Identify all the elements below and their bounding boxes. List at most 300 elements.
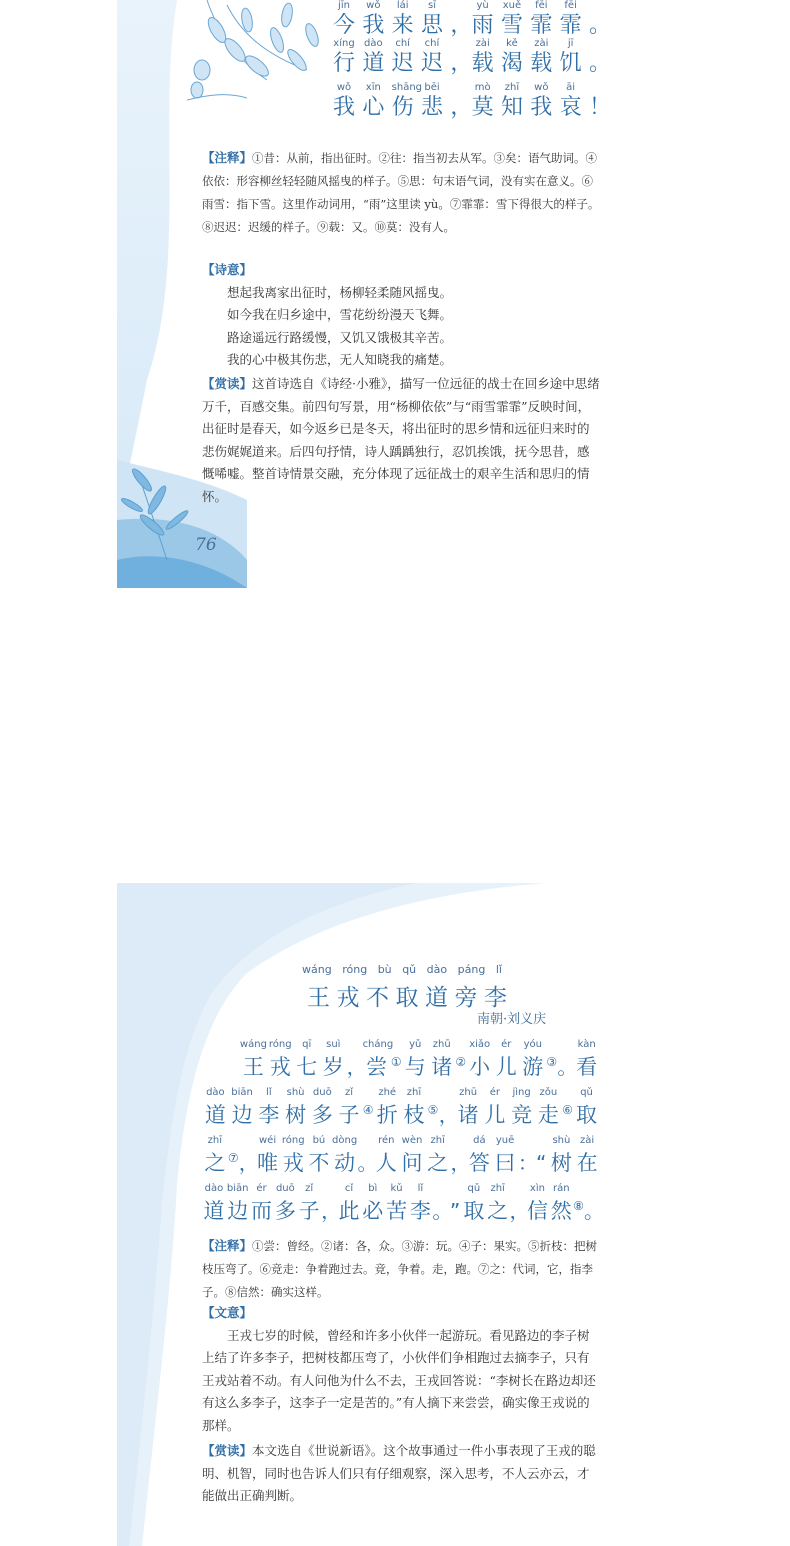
pinyin-syllable [228, 1134, 239, 1148]
punctuation-glyph: ⑥ [562, 1103, 573, 1117]
pinyin-syllable [546, 1038, 557, 1052]
hanzi-glyph: 曰 [494, 1151, 516, 1175]
prose-character [361, 1182, 385, 1230]
prose-character [455, 1086, 482, 1134]
pinyin-syllable [455, 1038, 466, 1052]
title-character: 取 [395, 985, 419, 1011]
prose-character [337, 1182, 361, 1230]
pinyin-syllable: bì [368, 1183, 378, 1194]
punctuation: 。 [588, 13, 611, 38]
hanzi-glyph: 小 [469, 1055, 491, 1079]
prose-punctuation [438, 1086, 459, 1134]
pinyin-syllable: róng [281, 1135, 305, 1146]
prose-character [428, 1038, 455, 1086]
prose-character [462, 1182, 486, 1230]
poem-character: 迟 [420, 51, 443, 76]
pinyin-syllable: zhū [459, 1087, 478, 1098]
pinyin-syllable: zǐ [345, 1087, 354, 1098]
hanzi-glyph: 道 [203, 1199, 225, 1223]
prose-character [535, 1086, 562, 1134]
pinyin-syllable: shāng [391, 82, 423, 93]
title-pinyin-syllable: qǔ [402, 963, 417, 976]
pinyin-syllable [451, 1134, 467, 1148]
punctuation-glyph: ④ [362, 1103, 374, 1117]
pinyin-syllable [573, 1182, 584, 1196]
pinyin-syllable: yuē [495, 1135, 515, 1146]
hanzi-glyph: 岁 [322, 1055, 344, 1079]
notes-section [202, 146, 600, 239]
pinyin-syllable: xíng [333, 38, 355, 49]
hanzi-glyph: 信 [526, 1199, 548, 1223]
pinyin-syllable [448, 1182, 462, 1196]
title-character: 不 [366, 985, 389, 1011]
poem-line-3 [333, 82, 611, 122]
pinyin-syllable [518, 1134, 534, 1148]
pinyin-syllable: kǔ [390, 1183, 403, 1194]
punctuation-glyph: ： [517, 1151, 538, 1175]
poem-character: 载 [530, 51, 553, 76]
prose-line [202, 1182, 604, 1230]
hanzi-glyph: 枝 [403, 1103, 425, 1127]
title-pinyin-syllable: dào [426, 963, 448, 976]
hanzi-glyph: 之 [427, 1151, 449, 1175]
prose-character [306, 1134, 332, 1182]
pinyin-syllable: wáng [239, 1039, 267, 1050]
poem-character: 道 [362, 51, 385, 76]
pinyin-syllable: dòng [332, 1135, 358, 1146]
pinyin-syllable: mò [474, 82, 491, 93]
hanzi-glyph: 诸 [431, 1055, 453, 1079]
punctuation: ， [450, 13, 473, 38]
pinyin-syllable: zhī [406, 1087, 422, 1098]
punctuation-glyph: ， [238, 1151, 259, 1175]
meaning-section [202, 259, 600, 372]
meaning-line: 路途遥远行路缓慢，又饥又饿极其辛苦。 [227, 329, 453, 345]
poem-character: 哀 [559, 95, 582, 120]
prose-character [492, 1134, 518, 1182]
hanzi-glyph: 唯 [257, 1151, 279, 1175]
prose-punctuation [534, 1134, 549, 1182]
poem-character: 思 [420, 13, 443, 38]
punctuation: ！ [588, 95, 611, 120]
prose-character [493, 1038, 520, 1086]
poem-line-1 [333, 0, 611, 40]
hanzi-glyph: 子 [298, 1199, 320, 1223]
pinyin-syllable: jīn [338, 0, 350, 11]
pinyin-syllable: zài [475, 38, 490, 49]
prose-character [508, 1086, 535, 1134]
punctuation-glyph: ⑦ [227, 1151, 239, 1165]
book-page-76 [117, 0, 611, 588]
punctuation-glyph: 。 [583, 1199, 604, 1223]
willow-branch-illustration [187, 0, 321, 100]
prose-character [409, 1182, 433, 1230]
hanzi-glyph: 道 [204, 1103, 226, 1127]
pinyin-syllable [347, 1038, 363, 1052]
prose-character [574, 1134, 600, 1182]
hanzi-glyph: 七 [296, 1055, 318, 1079]
prose-character [374, 1086, 401, 1134]
prose-character [385, 1182, 409, 1230]
notes-text: ①昔：从前，指出征时。②往：指当初去从军。③矣：语气助词。④依依：形容柳丝轻轻随风摇曳的样子。⑤思：句末语气词，没有实在意义。⑥雨雪：指下雪。这里作动词用，“雨”这里读 yù。⑦霏霏：雪下得很大的样子。⑧迟迟：迟缓的样子。⑨载：又。⑩莫：没有人。 [202, 151, 600, 234]
title-character: 李 [484, 985, 507, 1011]
punctuation-glyph: ② [455, 1055, 467, 1069]
pinyin-syllable [391, 1038, 402, 1052]
hanzi-glyph: 李 [409, 1199, 431, 1223]
poem-character: 悲 [420, 95, 443, 120]
hanzi-glyph: 必 [362, 1199, 384, 1223]
punctuation-glyph: ， [450, 1151, 471, 1175]
poem-character: 知 [500, 95, 523, 120]
pinyin-syllable [589, 82, 603, 94]
notes-tag: 【注释】 [202, 1238, 253, 1253]
poem-character: 载 [471, 51, 494, 76]
pinyin-syllable [450, 38, 464, 50]
hanzi-glyph: 儿 [495, 1055, 517, 1079]
prose-punctuation [562, 1086, 573, 1134]
appreciation-section [202, 1440, 600, 1508]
prose-punctuation [432, 1182, 453, 1230]
meaning-tag: 【诗意】 [202, 262, 253, 277]
hanzi-glyph: 人 [375, 1151, 397, 1175]
prose-character [332, 1134, 358, 1182]
prose-character [573, 1038, 600, 1086]
pinyin-syllable [239, 1134, 255, 1148]
pinyin-syllable: lǐ [417, 1183, 424, 1194]
prose-character [336, 1086, 363, 1134]
title-pinyin [302, 963, 502, 976]
page-number: 76 [195, 535, 217, 555]
punctuation-glyph: ， [438, 1103, 459, 1127]
punctuation: 。 [588, 51, 611, 76]
meaning-line: 我的心中极其伤悲，无人知晓我的痛楚。 [227, 352, 453, 367]
hanzi-glyph: 树 [550, 1151, 572, 1175]
prose-character [309, 1086, 336, 1134]
pinyin-syllable: wǒ [336, 82, 352, 93]
prose-character [255, 1134, 281, 1182]
pinyin-syllable: rén [378, 1135, 395, 1146]
prose-punctuation [583, 1182, 604, 1230]
pinyin-syllable: duō [275, 1183, 295, 1194]
pinyin-syllable: wéi [258, 1135, 277, 1146]
meaning-line: 如今我在归乡途中，雪花纷纷漫天飞舞。 [227, 307, 453, 322]
pinyin-syllable: dào [204, 1183, 224, 1194]
poem-character: 雨 [471, 13, 494, 38]
pinyin-syllable: bēi [424, 82, 440, 93]
prose-character [202, 1134, 228, 1182]
prose-character [482, 1086, 509, 1134]
pinyin-syllable: kě [506, 38, 518, 49]
hanzi-glyph: 动 [334, 1151, 356, 1175]
prose-character [267, 1038, 294, 1086]
hanzi-glyph: 边 [227, 1199, 249, 1223]
pinyin-syllable [439, 1086, 455, 1100]
author: 南朝·刘义庆 [477, 1012, 547, 1027]
pinyin-syllable: qǔ [580, 1087, 593, 1098]
prose-character [282, 1086, 309, 1134]
hanzi-glyph: 边 [231, 1103, 253, 1127]
pinyin-syllable: zǐ [305, 1183, 314, 1194]
notes-text: ①尝：曾经。②诸：各，众。③游：玩。④子：果实。⑤折枝：把树枝压弯了。⑥竞走：争着跑过去。竞，争着。走，跑。⑦之：代词，它，指李子。⑧信然：确实这样。 [202, 1239, 598, 1299]
prose-character [226, 1182, 250, 1230]
prose-punctuation [228, 1134, 239, 1182]
prose-punctuation [346, 1038, 367, 1086]
prose-line [202, 1038, 600, 1086]
hanzi-glyph: 尝 [366, 1055, 388, 1079]
title-character: 道 [425, 985, 448, 1011]
pinyin-syllable: chí [424, 38, 440, 49]
title-character: 戎 [336, 985, 360, 1011]
poem-character: 我 [333, 95, 356, 120]
pinyin-syllable: yóu [523, 1039, 542, 1050]
pinyin-syllable: zhī [430, 1135, 445, 1146]
pinyin-syllable [589, 0, 603, 12]
pinyin-syllable: duō [312, 1087, 332, 1098]
poem-character: 伤 [391, 95, 414, 120]
hanzi-glyph: 戎 [282, 1151, 304, 1175]
prose-punctuation [238, 1134, 259, 1182]
hanzi-glyph: 问 [401, 1151, 423, 1175]
pinyin-syllable [357, 1134, 373, 1148]
pinyin-syllable: wèn [401, 1135, 423, 1146]
pinyin-syllable: zǒu [539, 1087, 558, 1098]
pinyin-syllable: āi [566, 82, 576, 93]
pinyin-syllable: wǒ [366, 0, 381, 11]
poem-character: 心 [362, 95, 385, 120]
notes-tag: 【注释】 [202, 150, 253, 165]
hanzi-glyph: 在 [576, 1151, 598, 1175]
prose-character [229, 1086, 256, 1134]
pinyin-syllable [450, 0, 464, 12]
pinyin-syllable [321, 1182, 337, 1196]
hanzi-glyph: 戎 [269, 1055, 291, 1079]
hanzi-glyph: 答 [468, 1151, 490, 1175]
pinyin-syllable [534, 1134, 549, 1148]
prose-character [486, 1182, 510, 1230]
prose-punctuation [517, 1134, 538, 1182]
punctuation-glyph: 。 [557, 1055, 578, 1079]
prose-character [526, 1182, 550, 1230]
hanzi-glyph: 而 [251, 1199, 273, 1223]
notes-section [202, 1234, 600, 1304]
pinyin-syllable: dào [206, 1087, 225, 1098]
prose-character [240, 1038, 267, 1086]
hanzi-glyph: 看 [576, 1055, 598, 1079]
pinyin-syllable [427, 1086, 438, 1100]
prose-character [255, 1086, 282, 1134]
punctuation-glyph: ， [321, 1199, 342, 1223]
meaning-line: 想起我离家出征时，杨柳轻柔随风摇曳。 [227, 284, 453, 300]
pinyin-syllable [510, 1182, 526, 1196]
hanzi-glyph: 多 [274, 1199, 296, 1223]
title-character: 旁 [454, 985, 478, 1011]
prose-punctuation [546, 1038, 557, 1086]
hanzi-glyph: 与 [404, 1055, 426, 1079]
hanzi-glyph: 儿 [484, 1103, 506, 1127]
pinyin-syllable: lǐ [266, 1087, 272, 1098]
pinyin-syllable: zhī [504, 82, 520, 93]
hanzi-glyph: 之 [487, 1199, 509, 1223]
pinyin-syllable: sī [427, 0, 436, 11]
title-pinyin-syllable: wáng [302, 963, 332, 976]
punctuation-glyph: ” [449, 1199, 461, 1223]
prose-character [280, 1134, 306, 1182]
pinyin-syllable: kàn [577, 1039, 596, 1050]
title-pinyin-syllable: bù [377, 963, 392, 976]
poem-character: 我 [530, 95, 553, 120]
hanzi-glyph: 诸 [457, 1103, 479, 1127]
prose-punctuation [448, 1182, 462, 1230]
appreciation-tag: 【赏读】 [202, 1443, 253, 1458]
pinyin-syllable: cǐ [344, 1183, 354, 1194]
pinyin-syllable [589, 38, 603, 50]
hanzi-glyph: 不 [308, 1151, 330, 1175]
pinyin-syllable: ér [501, 1039, 512, 1050]
meaning-text: 王戎七岁的时候，曾经和许多小伙伴一起游玩。看见路边的李子树上结了许多李子，把树枝都压弯了，小伙伴们争相跑过去摘李子，只有王戎站着不动。有人问他为什么不去，王戎回答说：“李树长在路边却还有这么多李子，这李子一定是苦的。”有人摘下来尝尝，确实像王戎说的那样。 [202, 1327, 596, 1433]
pinyin-syllable: fēi [535, 0, 548, 11]
pinyin-syllable: chí [395, 38, 410, 49]
prose-punctuation [450, 1134, 471, 1182]
punctuation: ， [450, 95, 473, 120]
prose-punctuation [509, 1182, 530, 1230]
prose-line [202, 1086, 600, 1134]
title-pinyin-syllable: róng [342, 963, 368, 976]
meaning-tag: 【文意】 [202, 1305, 253, 1320]
pinyin-syllable: zài [580, 1135, 595, 1146]
pinyin-syllable: qī [302, 1039, 312, 1050]
punctuation-glyph: “ [536, 1151, 547, 1175]
prose-punctuation [573, 1182, 584, 1230]
pinyin-syllable [432, 1182, 448, 1196]
prose-character [573, 1086, 600, 1134]
hanzi-glyph: 多 [311, 1103, 333, 1127]
poem-character: 行 [333, 51, 356, 76]
poem-character: 霏 [530, 13, 553, 38]
prose-punctuation [362, 1086, 373, 1134]
prose-character [362, 1038, 394, 1086]
prose-character [320, 1038, 347, 1086]
prose-punctuation [391, 1038, 402, 1086]
pinyin-syllable: zhī [490, 1183, 505, 1194]
pinyin-syllable [584, 1182, 600, 1196]
pinyin-syllable: biān [231, 1087, 253, 1098]
prose-character [549, 1182, 573, 1230]
pinyin-syllable: dào [364, 38, 383, 49]
pinyin-syllable: yǔ [409, 1039, 422, 1050]
prose-character [401, 1086, 428, 1134]
pinyin-syllable: xiǎo [469, 1039, 491, 1050]
pinyin-syllable: dá [473, 1135, 486, 1146]
prose-character [466, 1038, 493, 1086]
appreciation-section [202, 373, 600, 508]
prose-character [293, 1038, 320, 1086]
poem-character: 迟 [391, 51, 414, 76]
poem-character: 饥 [559, 51, 582, 76]
prose-character [399, 1134, 425, 1182]
prose-punctuation [455, 1038, 466, 1086]
pinyin-syllable [202, 1038, 240, 1052]
punctuation: ， [450, 51, 473, 76]
prose-character [467, 1134, 493, 1182]
punctuation-glyph: 。 [357, 1151, 378, 1175]
pinyin-syllable: zài [534, 38, 549, 49]
pinyin-syllable: xìn [529, 1183, 545, 1194]
punctuation-glyph: ， [509, 1199, 530, 1223]
prose-character [202, 1086, 229, 1134]
appreciation-tag: 【赏读】 [202, 376, 253, 391]
prose-punctuation [202, 1038, 240, 1086]
pinyin-syllable: suì [326, 1039, 341, 1050]
hanzi-glyph: 然 [550, 1199, 572, 1223]
prose-character [297, 1182, 321, 1230]
prose-punctuation [357, 1134, 378, 1182]
pinyin-syllable [562, 1086, 573, 1100]
punctuation-glyph: ⑧ [573, 1199, 584, 1213]
pinyin-syllable: cháng [362, 1039, 394, 1050]
hanzi-glyph: 子 [338, 1103, 360, 1127]
poem-character: 霏 [559, 13, 582, 38]
pinyin-syllable: xuě [502, 0, 522, 11]
pinyin-syllable: xīn [365, 82, 381, 93]
pinyin-syllable: rán [552, 1183, 570, 1194]
poem-line-2 [333, 38, 611, 78]
title-pinyin-syllable: lǐ [495, 963, 502, 976]
appreciation-text: 这首诗选自《诗经·小雅》，描写一位远征的战士在回乡途中思绪万千，百感交集。前四句写景，用“杨柳依依”与“雨雪霏霏”反映时间，出征时是春天，如今返乡已是冬天，将出征时的思乡情和远征归来时的悲伤娓娓道来。后四句抒情，诗人踽踽独行，忍饥挨饿，抚今思昔，感慨唏嘘。整首诗情景交融，充分体现了远征战士的艰辛生活和思归的情怀。 [202, 376, 600, 504]
poem-character: 渴 [500, 51, 523, 76]
hanzi-glyph: 王 [242, 1055, 264, 1079]
hanzi-glyph: 取 [463, 1199, 485, 1223]
hanzi-glyph: 苦 [386, 1199, 408, 1223]
meaning-section [202, 1302, 600, 1437]
pinyin-syllable [450, 82, 464, 94]
pinyin-syllable: shù [286, 1087, 305, 1098]
punctuation-glyph: ⑤ [427, 1103, 439, 1117]
pinyin-syllable: jìng [512, 1087, 531, 1098]
pinyin-syllable: zhé [378, 1087, 397, 1098]
prose-character [425, 1134, 451, 1182]
pinyin-syllable: shù [552, 1135, 571, 1146]
hanzi-glyph: 之 [204, 1151, 226, 1175]
prose-character [520, 1038, 547, 1086]
prose-character [250, 1182, 274, 1230]
punctuation-glyph: ③ [546, 1055, 558, 1069]
prose-punctuation [557, 1038, 578, 1086]
pinyin-syllable: qǔ [467, 1183, 481, 1194]
pinyin-syllable: zhū [432, 1039, 451, 1050]
prose-line [202, 1134, 600, 1182]
poem-character: 来 [391, 13, 414, 38]
pinyin-syllable: zhī [207, 1135, 223, 1146]
hanzi-glyph: 走 [537, 1103, 559, 1127]
poem-character: 我 [362, 13, 385, 38]
pinyin-syllable: biān [226, 1183, 249, 1194]
prose-character [402, 1038, 429, 1086]
title-character: 王 [307, 985, 330, 1011]
prose-text [202, 1038, 604, 1230]
prose-punctuation [321, 1182, 342, 1230]
hanzi-glyph: 游 [522, 1055, 544, 1079]
pinyin-syllable: yù [476, 0, 489, 11]
pinyin-syllable [362, 1086, 373, 1100]
pinyin-syllable: wǒ [534, 82, 549, 93]
pinyin-syllable [557, 1038, 573, 1052]
prose-character [373, 1134, 399, 1182]
hanzi-glyph: 折 [376, 1103, 398, 1127]
punctuation-glyph: 。 [432, 1199, 453, 1223]
poem-character: 雪 [500, 13, 523, 38]
prose-punctuation [427, 1086, 438, 1134]
prose-character [273, 1182, 297, 1230]
